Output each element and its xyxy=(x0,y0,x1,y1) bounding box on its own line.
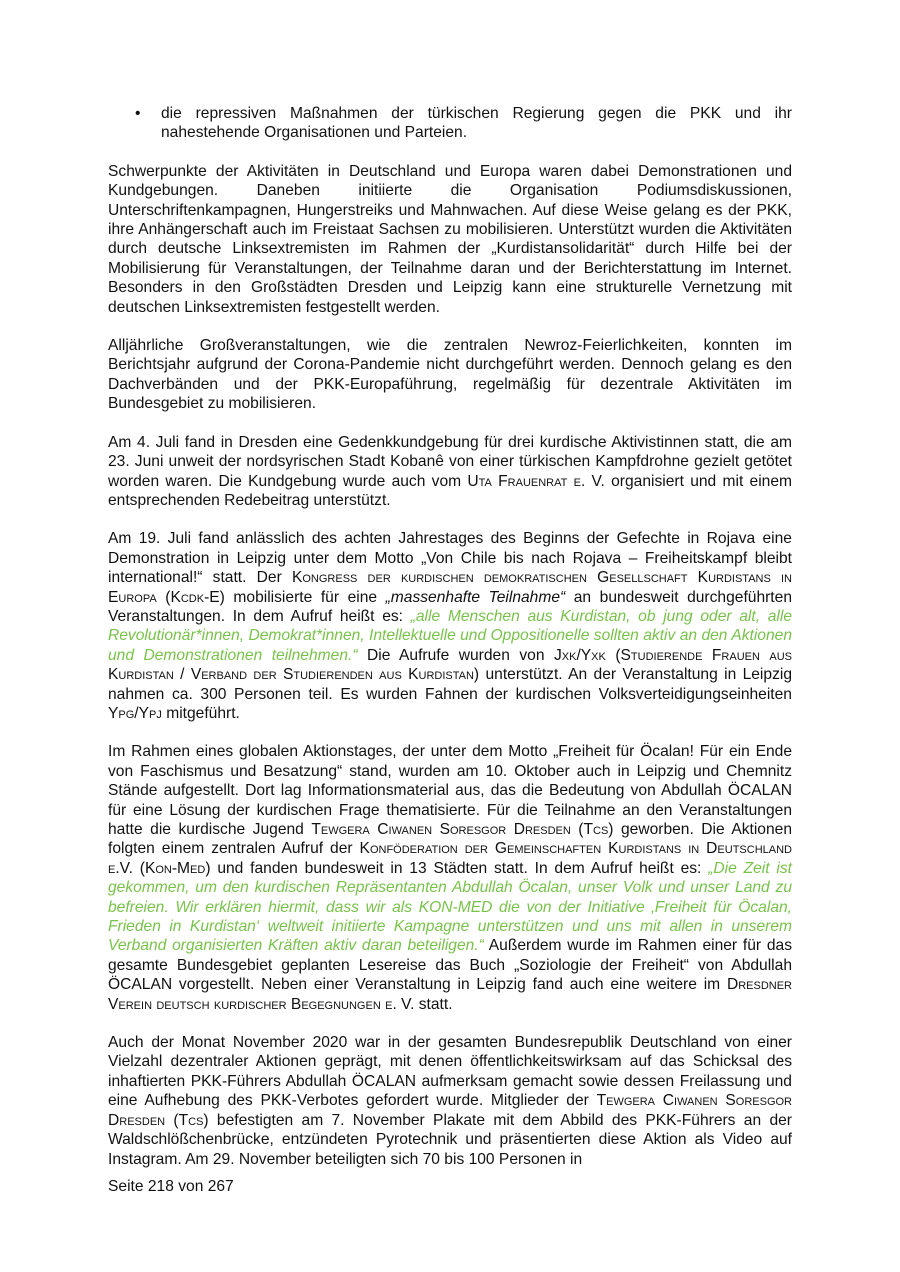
paragraph-october-10 xyxy=(108,742,792,1014)
emphasis-text: „massenhafte Teilnahme“ xyxy=(385,588,566,606)
organization-name: Tewgera Ciwanen Soresgor Dresden (Tcs) xyxy=(108,1092,792,1129)
organization-name: Dresdner Verein deutsch kurdischer Begegnungen e. V. xyxy=(108,976,792,1013)
page-number: Seite 218 von 267 xyxy=(108,1178,234,1195)
organization-name: Tewgera Ciwanen Soresgor Dresden (Tcs) xyxy=(311,821,614,838)
bullet-symbol: • xyxy=(135,105,141,122)
paragraph-text: statt. xyxy=(414,995,453,1013)
organization-name: Ypg/Ypj xyxy=(108,704,162,722)
organization-name: Jxk/Yxk (Studierende Frauen aus Kurdistan / Verband der Studierenden aus Kurdistan) xyxy=(108,646,792,684)
paragraph-text: Schwerpunkte der Aktivitäten in Deutschland und Europa waren dabei Demonstrationen und Kundgebungen. Daneben initiierte die Organisation Podiumsdiskussionen, Unterschriftenkampagnen, Hungerstreiks und Mahnwachen. Auf diese Weise gelang es der PKK, ihre Anhängerschaft auch im Freistaat Sachsen zu mobilisieren. Unterstützt wurden die Aktivitäten durch deutsche Linksextremisten im Rahmen der „Kurdistansolidarität“ durch Hilfe bei der Mobilisierung für Veranstaltungen, der Teilnahme daran und der Berichterstattung im Internet. Besonders in den Großstädten Dresden und Leipzig kann eine strukturelle Vernetzung mit deutschen Linksextremisten festgestellt werden. xyxy=(108,162,792,316)
paragraph-november xyxy=(108,1033,792,1169)
document-body xyxy=(108,104,792,1188)
paragraph-activities xyxy=(108,162,792,317)
organization-name: Konföderation der Gemeinschaften Kurdistans in Deutschland e.V. (Kon-Med) xyxy=(108,840,793,877)
paragraph-text: mitgeführt. xyxy=(161,704,240,722)
paragraph-text: und fanden bundesweit in 13 Städten statt. In dem Aufruf heißt es: xyxy=(210,859,709,877)
paragraph-text: an bundesweit durchgeführten Veranstaltungen. In dem Aufruf heißt es: xyxy=(108,588,792,625)
paragraph-july-4 xyxy=(108,433,792,511)
paragraph-major-events xyxy=(108,336,792,414)
bullet-text: die repressiven Maßnahmen der türkischen Regierung gegen die PKK und ihr nahestehende Organisationen und Parteien. xyxy=(161,105,792,142)
paragraph-text: organisiert und mit einem entsprechenden Redebeitrag unterstützt. xyxy=(108,472,793,509)
paragraph-text: geworben. Die Aktionen folgten einem zentralen Aufruf der xyxy=(108,821,793,858)
paragraph-text: Am 4. Juli fand in Dresden eine Gedenkkundgebung für drei kurdische Aktivistinnen statt, die am 23. Juni unweit der nordsyrischen Stadt Kobanê von einer türkischen Kampfdrohne gezielt getötet worden waren. Die Kundgebung wurde auch vom xyxy=(108,433,792,490)
paragraph-text: Im Rahmen eines globalen Aktionstages, der unter dem Motto „Freiheit für Öcalan! Für ein Ende von Faschismus und Besatzung“ stand, wurden am 10. Oktober auch in Leipzig und Chemnitz Stände aufgestellt. Dort lag Informationsmaterial aus, das die Bedeutung von Abdullah ÖCALAN für eine Lösung der kurdischen Frage thematisierte. Für die Teilnahme an den Veranstaltungen hatte die kurdische Jugend xyxy=(108,743,792,838)
paragraph-text: Am 19. Juli fand anlässlich des achten Jahrestages des Beginns der Gefechte in Rojava eine Demonstration in Leipzig unter dem Motto „Von Chile bis nach Rojava – Freiheitskampf bleibt international!“ statt. Der xyxy=(108,530,792,587)
bullet-item xyxy=(108,104,792,143)
paragraph-july-19 xyxy=(108,529,792,723)
paragraph-text: befestigten am 7. November Plakate mit dem Abbild des PKK-Führers an der Waldschlößchenbrücke, entzündeten Pyrotechnik und präsentierten diese Aktion als Video auf Instagram. Am 29. November beteiligten sich 70 bis 100 Personen in xyxy=(108,1111,792,1168)
quote-text: „alle Menschen aus Kurdistan, ob jung oder alt, alle Revolutionär*innen, Demokrat*innen, Intellektuelle und Oppositionelle sollten aktiv an den Aktionen und Demonstrationen teilnehmen.“ xyxy=(108,607,793,664)
paragraph-text: Alljährliche Großveranstaltungen, wie die zentralen Newroz-Feierlichkeiten, konnten im Berichtsjahr aufgrund der Corona-Pandemie nicht durchgeführt werden. Dennoch gelang es den Dachverbänden und der PKK-Europaführung, regelmäßig für dezentrale Aktivitäten im Bundesgebiet zu mobilisieren. xyxy=(108,337,792,413)
paragraph-text: unterstützt. An der Veranstaltung in Leipzig nahmen ca. 300 Personen teil. Es wurden Fahnen der kurdischen Volksverteidigungseinheiten xyxy=(108,666,792,703)
paragraph-text: mobilisierte für eine xyxy=(224,588,386,606)
quote-text: „Die Zeit ist gekommen, um den kurdischen Repräsentanten Abdullah Öcalan, unser Volk und unser Land zu befreien. Wir erklären hiermit, dass wir als KON-MED die von der Initiative ‚Freiheit für Öcalan, Frieden in Kurdistan‘ weltweit initiierte Kampagne unterstützen und uns mit allen in unserem Verband organisierten Kräften aktiv daran beteiligen.“ xyxy=(108,859,792,955)
organization-name: Kongress der kurdischen demokratischen Gesellschaft Kurdistans in Europa (Kcdk-E) xyxy=(108,569,792,606)
paragraph-text: Auch der Monat November 2020 war in der gesamten Bundesrepublik Deutschland von einer Vielzahl dezentraler Aktionen geprägt, mit denen öffentlichkeitswirksam auf das Schicksal des inhaftierten PKK-Führers Abdullah ÖCALAN aufmerksam gemacht sowie dessen Freilassung und eine Aufhebung des PKK-Verbotes gefordert wurde. Mitglieder der xyxy=(108,1034,792,1110)
organization-name: Uta Frauenrat e. V. xyxy=(467,472,605,490)
paragraph-text: Die Aufrufe wurden von xyxy=(357,646,554,664)
paragraph-text: Außerdem wurde im Rahmen einer für das gesamte Bundesgebiet geplanten Lesereise das Buch „Soziologie der Freiheit“ von Abdullah ÖCALAN vorgestellt. Neben einer Veranstaltung in Leipzig fand auch eine weitere im xyxy=(108,937,792,994)
